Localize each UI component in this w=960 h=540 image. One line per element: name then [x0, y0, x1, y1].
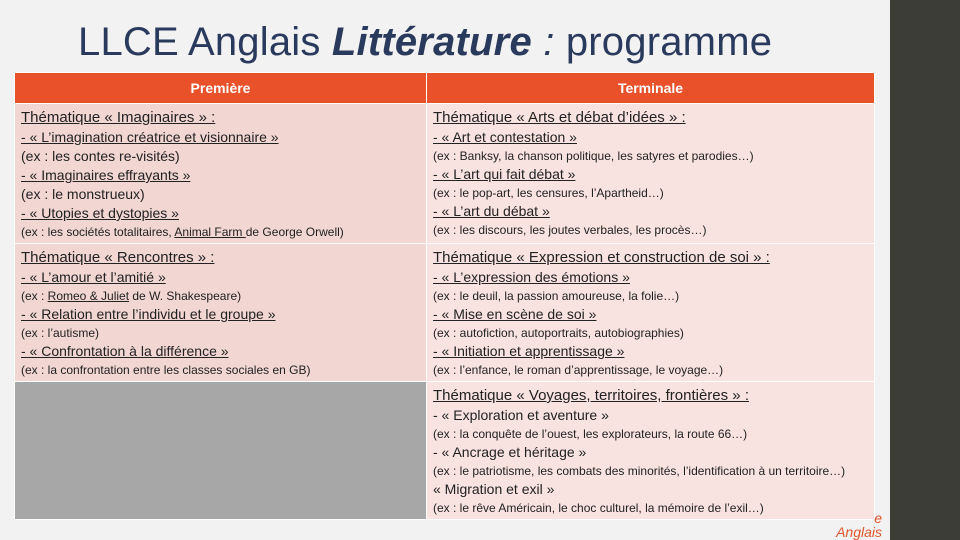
topic-imagination: - « L’imagination créatrice et visionnaire » — [21, 129, 279, 145]
cell-imaginaires — [15, 104, 427, 244]
cell-expression — [427, 244, 875, 382]
topic-exploration: - « Exploration et aventure » — [433, 407, 609, 423]
topic-migration: « Migration et exil » — [433, 481, 555, 497]
cell-voyages — [427, 382, 875, 520]
topic-initiation: - « Initiation et apprentissage » — [433, 343, 625, 359]
example-autisme: (ex : l’autisme) — [21, 326, 100, 340]
cell-rencontres — [15, 244, 427, 382]
footer-note — [836, 511, 882, 539]
theme-voyages: Thématique « Voyages, territoires, frontières » : — [433, 387, 749, 404]
footer-note-line2: Anglais — [836, 524, 882, 540]
example-banksy: (ex : Banksy, la chanson politique, les satyres et parodies…) — [433, 149, 754, 163]
example-monstrueux: (ex : le monstrueux) — [21, 186, 145, 202]
example-romeo: (ex : Romeo & Juliet de W. Shakespeare) — [21, 289, 242, 303]
topic-art-debat: - « L’art qui fait débat » — [433, 166, 576, 182]
theme-arts: Thématique « Arts et débat d’idées » : — [433, 109, 686, 126]
topic-mise-en-scene: - « Mise en scène de soi » — [433, 306, 597, 322]
example-conquete-ouest: (ex : la conquête de l’ouest, les explorateurs, la route 66…) — [433, 427, 748, 441]
example-contes: (ex : les contes re-visités) — [21, 148, 180, 164]
footer-note-line1: e — [874, 510, 882, 526]
topic-art-du-debat: - « L’art du débat » — [433, 203, 550, 219]
topic-emotions: - « L’expression des émotions » — [433, 269, 630, 285]
topic-individu-groupe: - « Relation entre l’individu et le groupe » — [21, 306, 276, 322]
header-terminale: Terminale — [427, 73, 875, 104]
table-header-row — [15, 73, 875, 104]
example-enfance: (ex : l’enfance, le roman d’apprentissage, le voyage…) — [433, 363, 724, 377]
title-part-colon: : — [531, 20, 566, 64]
topic-art-contestation: - « Art et contestation » — [433, 129, 577, 145]
example-deuil: (ex : le deuil, la passion amoureuse, la folie…) — [433, 289, 680, 303]
example-classes-sociales: (ex : la confrontation entre les classes sociales en GB) — [21, 363, 311, 377]
programme-table — [14, 72, 875, 520]
example-autofiction: (ex : autofiction, autoportraits, autobiographies) — [433, 326, 684, 340]
theme-imaginaires: Thématique « Imaginaires » : — [21, 109, 216, 126]
example-discours: (ex : les discours, les joutes verbales, les procès…) — [433, 223, 707, 237]
topic-amour-amitie: - « L’amour et l’amitié » — [21, 269, 166, 285]
theme-expression: Thématique « Expression et construction de soi » : — [433, 249, 770, 266]
table-row — [15, 244, 875, 382]
table-row — [15, 104, 875, 244]
topic-ancrage: - « Ancrage et héritage » — [433, 444, 587, 460]
title-part-subject: LLCE Anglais — [78, 20, 332, 64]
table-row — [15, 382, 875, 520]
page-title — [78, 20, 772, 65]
topic-utopies: - « Utopies et dystopies » — [21, 205, 179, 221]
example-societes: (ex : les sociétés totalitaires, Animal Farm de George Orwell) — [21, 225, 344, 239]
example-pop-art: (ex : le pop-art, les censures, l’Apartheid…) — [433, 186, 664, 200]
empty-cell — [15, 382, 427, 520]
example-patriotisme: (ex : le patriotisme, les combats des minorités, l’identification à un territoire…) — [433, 464, 846, 478]
cell-arts — [427, 104, 875, 244]
title-part-literature: Littérature — [331, 20, 532, 64]
theme-rencontres: Thématique « Rencontres » : — [21, 249, 215, 266]
example-reve-americain: (ex : le rêve Américain, le choc culturel, la mémoire de l’exil…) — [433, 501, 764, 515]
title-part-programme: programme — [565, 20, 773, 64]
topic-confrontation: - « Confrontation à la différence » — [21, 343, 229, 359]
header-premiere: Première — [15, 73, 427, 104]
decorative-side-bar — [890, 0, 960, 540]
topic-imaginaires-effrayants: - « Imaginaires effrayants » — [21, 167, 191, 183]
